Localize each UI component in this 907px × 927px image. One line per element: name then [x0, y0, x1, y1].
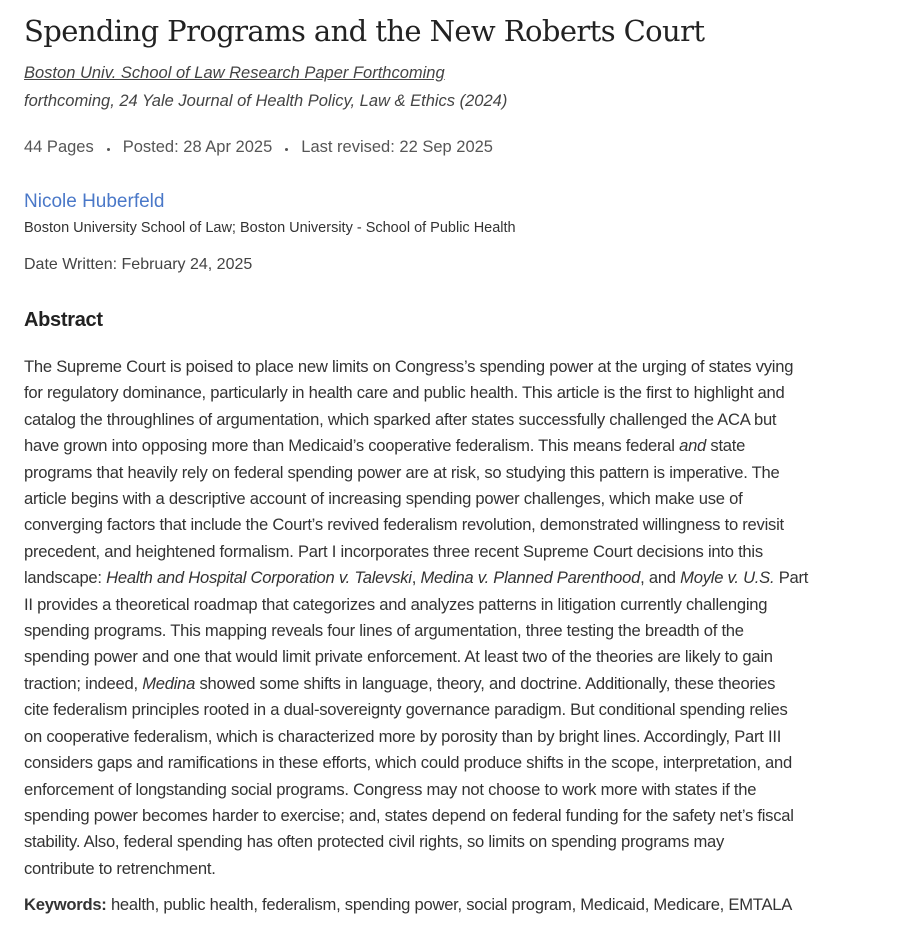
abstract-italic-text: and [679, 436, 707, 456]
abstract-line [24, 856, 890, 882]
abstract-text-segment: have grown into opposing more than Medicaid’s cooperative federalism. This means federal [24, 436, 680, 456]
author-link[interactable]: Nicole Huberfeld [24, 191, 165, 212]
abstract-line [24, 433, 890, 459]
abstract-text-segment: state [706, 436, 746, 456]
abstract-text-segment: cite federalism principles rooted in a dual-sovereignty governance paradigm. But conditional spending relies [24, 700, 788, 720]
abstract-line [24, 354, 890, 380]
abstract-text [24, 354, 890, 882]
abstract-line [24, 460, 890, 486]
abstract-line [24, 750, 890, 776]
abstract-text-segment: considers gaps and ramifications in these efforts, which could produce shifts in the scope, interpretation, and [24, 753, 792, 773]
abstract-text-segment: The Supreme Court is poised to place new limits on Congress’s spending power at the urging of states vying [24, 357, 794, 376]
abstract-line [24, 829, 890, 855]
abstract-line [24, 486, 890, 512]
date-written: Date Written: February 24, 2025 [24, 256, 253, 273]
abstract-text-segment: programs that heavily rely on federal spending power are at risk, so studying this pattern is imperative. The [24, 462, 780, 482]
revised-date: Last revised: 22 Sep 2025 [301, 138, 493, 156]
abstract-text-segment: Part [774, 568, 809, 588]
abstract-text-segment: enforcement of longstanding social programs. Congress may not choose to work more with states if the [24, 779, 757, 799]
author-affiliation: Boston University School of Law; Boston University - School of Public Health [24, 220, 516, 236]
abstract-text-segment: landscape: [24, 568, 107, 588]
abstract-text-segment: II provides a theoretical roadmap that categorizes and analyzes patterns in litigation currently challenging [24, 594, 768, 614]
bullet-separator [107, 148, 110, 151]
keywords-label: Keywords: [24, 895, 107, 914]
abstract-line [24, 512, 890, 538]
paper-meta [24, 138, 493, 157]
journal-citation: forthcoming, 24 Yale Journal of Health Policy, Law & Ethics (2024) [24, 92, 508, 110]
abstract-text-segment: contribute to retrenchment. [24, 858, 216, 878]
abstract-text-segment: for regulatory dominance, particularly in health care and public health. This article is the first to highlight and [24, 383, 785, 403]
abstract-line [24, 618, 890, 644]
abstract-italic-text: Medina [142, 673, 196, 693]
abstract-line [24, 539, 890, 565]
page-count: 44 Pages [24, 138, 94, 156]
abstract-line [24, 644, 890, 670]
abstract-text-segment: spending power and one that would limit private enforcement. At least two of the theories are likely to gain [24, 647, 773, 667]
abstract-text-segment: catalog the throughlines of argumentation, which sparked after states successfully challenged the ACA but [24, 409, 777, 429]
paper-title: Spending Programs and the New Roberts Court [24, 14, 705, 48]
abstract-line [24, 407, 890, 433]
abstract-italic-text: Health and Hospital Corporation v. Talevski [106, 568, 412, 588]
abstract-text-segment: spending programs. This mapping reveals four lines of argumentation, three testing the breadth of the [24, 621, 744, 641]
abstract-text-segment: precedent, and heightened formalism. Part I incorporates three recent Supreme Court decisions into this [24, 541, 763, 561]
abstract-line [24, 671, 890, 697]
abstract-text-segment: article begins with a descriptive account of increasing spending power challenges, which make use of [24, 489, 743, 509]
abstract-text-segment: traction; indeed, [24, 673, 143, 693]
abstract-text-segment: converging factors that include the Court’s revived federalism revolution, demonstrated willingness to revisit [24, 515, 784, 535]
abstract-line [24, 724, 890, 750]
abstract-text-segment: stability. Also, federal spending has often protected civil rights, so limits on spending programs may [24, 832, 725, 852]
abstract-text-segment: spending power becomes harder to exercise; and, states depend on federal funding for the safety net’s fiscal [24, 805, 794, 825]
abstract-line [24, 592, 890, 618]
bullet-separator [285, 148, 288, 151]
abstract-text-segment: on cooperative federalism, which is characterized more by porosity than by bright lines. Accordingly, Part III [24, 726, 782, 746]
abstract-text-segment: , and [640, 568, 681, 588]
keywords-value: health, public health, federalism, spending power, social program, Medicaid, Medicare, EMTALA [106, 895, 793, 914]
posted-date: Posted: 28 Apr 2025 [122, 138, 273, 156]
abstract-text-segment: , [411, 568, 421, 588]
abstract-italic-text: Medina v. Planned Parenthood [420, 568, 641, 588]
series-link[interactable]: Boston Univ. School of Law Research Paper Forthcoming [24, 64, 445, 82]
abstract-line [24, 803, 890, 829]
abstract-heading: Abstract [24, 309, 103, 331]
abstract-line [24, 777, 890, 803]
abstract-line [24, 380, 890, 406]
abstract-italic-text: Moyle v. U.S. [680, 568, 775, 588]
abstract-line [24, 565, 890, 591]
keywords [24, 895, 792, 915]
abstract-text-segment: showed some shifts in language, theory, and doctrine. Additionally, these theories [195, 673, 776, 693]
abstract-line [24, 697, 890, 723]
